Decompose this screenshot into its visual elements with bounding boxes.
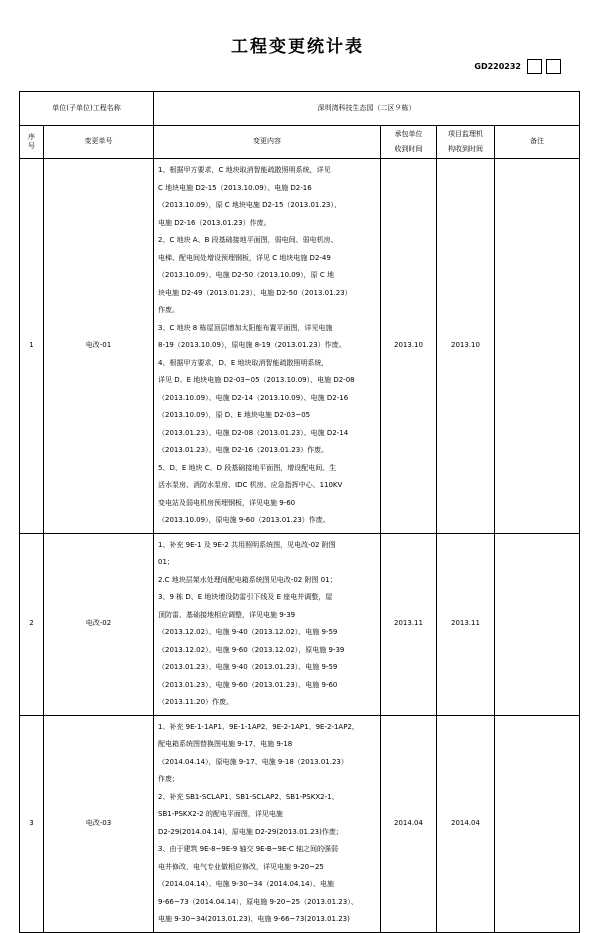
table-body bbox=[20, 159, 580, 933]
header-contractor-date bbox=[381, 126, 437, 159]
page-title: 工程变更统计表 bbox=[231, 37, 364, 57]
content-line: 电梯、配电间处增设预埋钢板，详见 C 地块电施 D2-49 bbox=[158, 253, 331, 262]
header-supervisor-date bbox=[437, 126, 495, 159]
content-line: 1、补充 9E-1-1AP1、9E-1-1AP2、9E-2-1AP1、9E-2-1AP2, bbox=[158, 722, 355, 731]
row-supervisor-date: 2014.04 bbox=[437, 715, 495, 932]
header-row bbox=[20, 126, 580, 159]
content-line: （2013.10.09），原 D、E 地块电施 D2-03~05 bbox=[158, 411, 311, 419]
content-line: 变电站及弱电机房预埋钢板，详见电施 9-60 bbox=[158, 498, 296, 507]
content-line: （2013.01.23）、电施 D2-16（2013.01.23）作废。 bbox=[158, 446, 329, 454]
row-content bbox=[154, 159, 381, 534]
content-line: 作废。 bbox=[158, 306, 179, 314]
row-remarks bbox=[495, 533, 580, 715]
content-line: 详见 D、E 地块电施 D2-03~05（2013.10.09）、电施 D2-08 bbox=[158, 376, 355, 384]
row-contractor-date: 2013.11 bbox=[381, 533, 437, 715]
doc-code: GD220232 bbox=[474, 62, 521, 71]
content-line: 活水泵房、消防水泵房、IDC 机房、应急指挥中心、110KV bbox=[158, 481, 343, 489]
row-content bbox=[154, 715, 381, 932]
content-line: 01； bbox=[158, 558, 174, 566]
content-line: （2013.12.02）、电施 9-60（2013.12.02），原电施 9-39 bbox=[158, 645, 345, 654]
code-box-2 bbox=[546, 59, 561, 74]
row-seq: 3 bbox=[20, 715, 44, 932]
content-line: 3、由于建筑 9E-8~9E-9 轴交 9E-B~9E-C 轴之间的强弱 bbox=[158, 845, 339, 853]
row-supervisor-date: 2013.11 bbox=[437, 533, 495, 715]
content-line: 顶防雷、基础接地相应调整，详见电施 9-39 bbox=[158, 610, 296, 619]
project-name: 深圳湾科技生态园（二区９栋） bbox=[154, 92, 580, 126]
content-line: 2.C 地块层架水处理间配电箱系统图见电改-02 附图 01； bbox=[158, 575, 337, 584]
content-line: 3、9 栋 D、E 地块增设防雷引下线及 E 座电井调整，屋 bbox=[158, 593, 333, 601]
content-line: 8-19（2013.10.09），原电施 8-19（2013.01.23）作废。 bbox=[158, 341, 346, 349]
content-line: 9-66~73（2014.04.14），原电施 9-20~25（2013.01.23）、 bbox=[158, 897, 358, 906]
content-line: 块电施 D2-49（2013.01.23）、电施 D2-50（2013.01.23） bbox=[158, 288, 352, 297]
header-seq-text: 序 号 bbox=[28, 132, 35, 150]
content-line: D2-29(2014.04.14)，原电施 D2-29(2013.01.23)作废； bbox=[158, 827, 343, 836]
content-line: （2013.01.23）、电施 D2-08（2013.01.23）、电施 D2-14 bbox=[158, 428, 349, 437]
content-line: （2013.01.23）、电施 9-60（2013.01.23）、电施 9-60 bbox=[158, 680, 338, 689]
content-line: （2014.04.14）、电施 9-30~34（2014.04.14）、电施 bbox=[158, 880, 335, 888]
code-box-1 bbox=[527, 59, 542, 74]
row-seq: 2 bbox=[20, 533, 44, 715]
change-table bbox=[19, 91, 580, 933]
row-change-no: 电改-01 bbox=[44, 159, 154, 534]
content-line: 3、C 地块 8 栋屋顶层增加太阳能布置平面图，详见电施 bbox=[158, 323, 333, 332]
content-line: 2、补充 SB1-SCLAP1、SB1-SCLAP2、SB1-PSKX2-1、 bbox=[158, 792, 339, 801]
row-content bbox=[154, 533, 381, 715]
row-contractor-date: 2014.04 bbox=[381, 715, 437, 932]
row-change-no: 电改-03 bbox=[44, 715, 154, 932]
content-line: 5、D、E 地块 C、D 段基础接地平面图，增设配电间、生 bbox=[158, 463, 337, 472]
project-label: 单位(子单位)工程名称 bbox=[20, 92, 154, 126]
content-line: （2013.10.09）、电施 D2-50（2013.10.09），原 C 地 bbox=[158, 271, 334, 279]
content-line: 电施 9-30~34(2013.01.23)、电施 9-66~73(2013.01.23) bbox=[158, 915, 350, 923]
content-line: （2013.01.23）、电施 9-40（2013.01.23）、电施 9-59 bbox=[158, 663, 338, 671]
content-line: 配电箱系统图替换图电施 9-17、电施 9-18 bbox=[158, 740, 293, 748]
content-line: 1、根据甲方要求，C 地块取消智能疏散照明系统，详见 bbox=[158, 166, 331, 174]
project-row bbox=[20, 92, 580, 126]
content-line: 作废； bbox=[158, 775, 179, 783]
header-contractor-date-text: 承包单位 收到时间 bbox=[394, 130, 423, 153]
content-line: C 地块电施 D2-15（2013.10.09）、电施 D2-16 bbox=[158, 183, 312, 192]
content-line: 电井修改，电气专业做相应修改，详见电施 9-20~25 bbox=[158, 862, 324, 871]
content-line: 电施 D2-16（2013.01.23）作废。 bbox=[158, 218, 271, 227]
content-line: 4、根据甲方要求，D、E 地块取消智能疏散照明系统， bbox=[158, 358, 329, 367]
row-seq: 1 bbox=[20, 159, 44, 534]
header-content: 变更内容 bbox=[154, 126, 381, 159]
table-row bbox=[20, 159, 580, 534]
content-line: （2013.10.09），原电施 9-60（2013.01.23）作废。 bbox=[158, 516, 330, 524]
content-line: （2013.10.09）、电施 D2-14（2013.10.09）、电施 D2-16 bbox=[158, 393, 349, 402]
header-remarks: 备注 bbox=[495, 126, 580, 159]
content-line: SB1-PSKX2-2 的配电平面图，详见电施 bbox=[158, 810, 283, 818]
row-change-no: 电改-02 bbox=[44, 533, 154, 715]
content-line: （2013.12.02）、电施 9-40（2013.12.02）、电施 9-59 bbox=[158, 628, 338, 636]
row-remarks bbox=[495, 715, 580, 932]
header-seq bbox=[20, 126, 44, 159]
row-supervisor-date: 2013.10 bbox=[437, 159, 495, 534]
table-row bbox=[20, 715, 580, 932]
content-line: 2、C 地块 A、B 段基础接地平面图，弱电间、弱电机房、 bbox=[158, 236, 338, 244]
row-contractor-date: 2013.10 bbox=[381, 159, 437, 534]
doc-code-row bbox=[474, 59, 561, 74]
content-line: 1、补充 9E-1 及 9E-2 共用照明系统图，见电改-02 附图 bbox=[158, 540, 336, 549]
content-line: （2013.10.09），原 C 地块电施 D2-15（2013.01.23）、 bbox=[158, 201, 341, 209]
content-line: （2013.11.20）作废。 bbox=[158, 698, 234, 706]
table-row bbox=[20, 533, 580, 715]
header-change-no: 变更单号 bbox=[44, 126, 154, 159]
content-line: （2014.04.14），原电施 9-17、电施 9-18（2013.01.23） bbox=[158, 757, 348, 766]
row-remarks bbox=[495, 159, 580, 534]
header-supervisor-date-text: 项目监理机 构收到时间 bbox=[448, 130, 483, 153]
